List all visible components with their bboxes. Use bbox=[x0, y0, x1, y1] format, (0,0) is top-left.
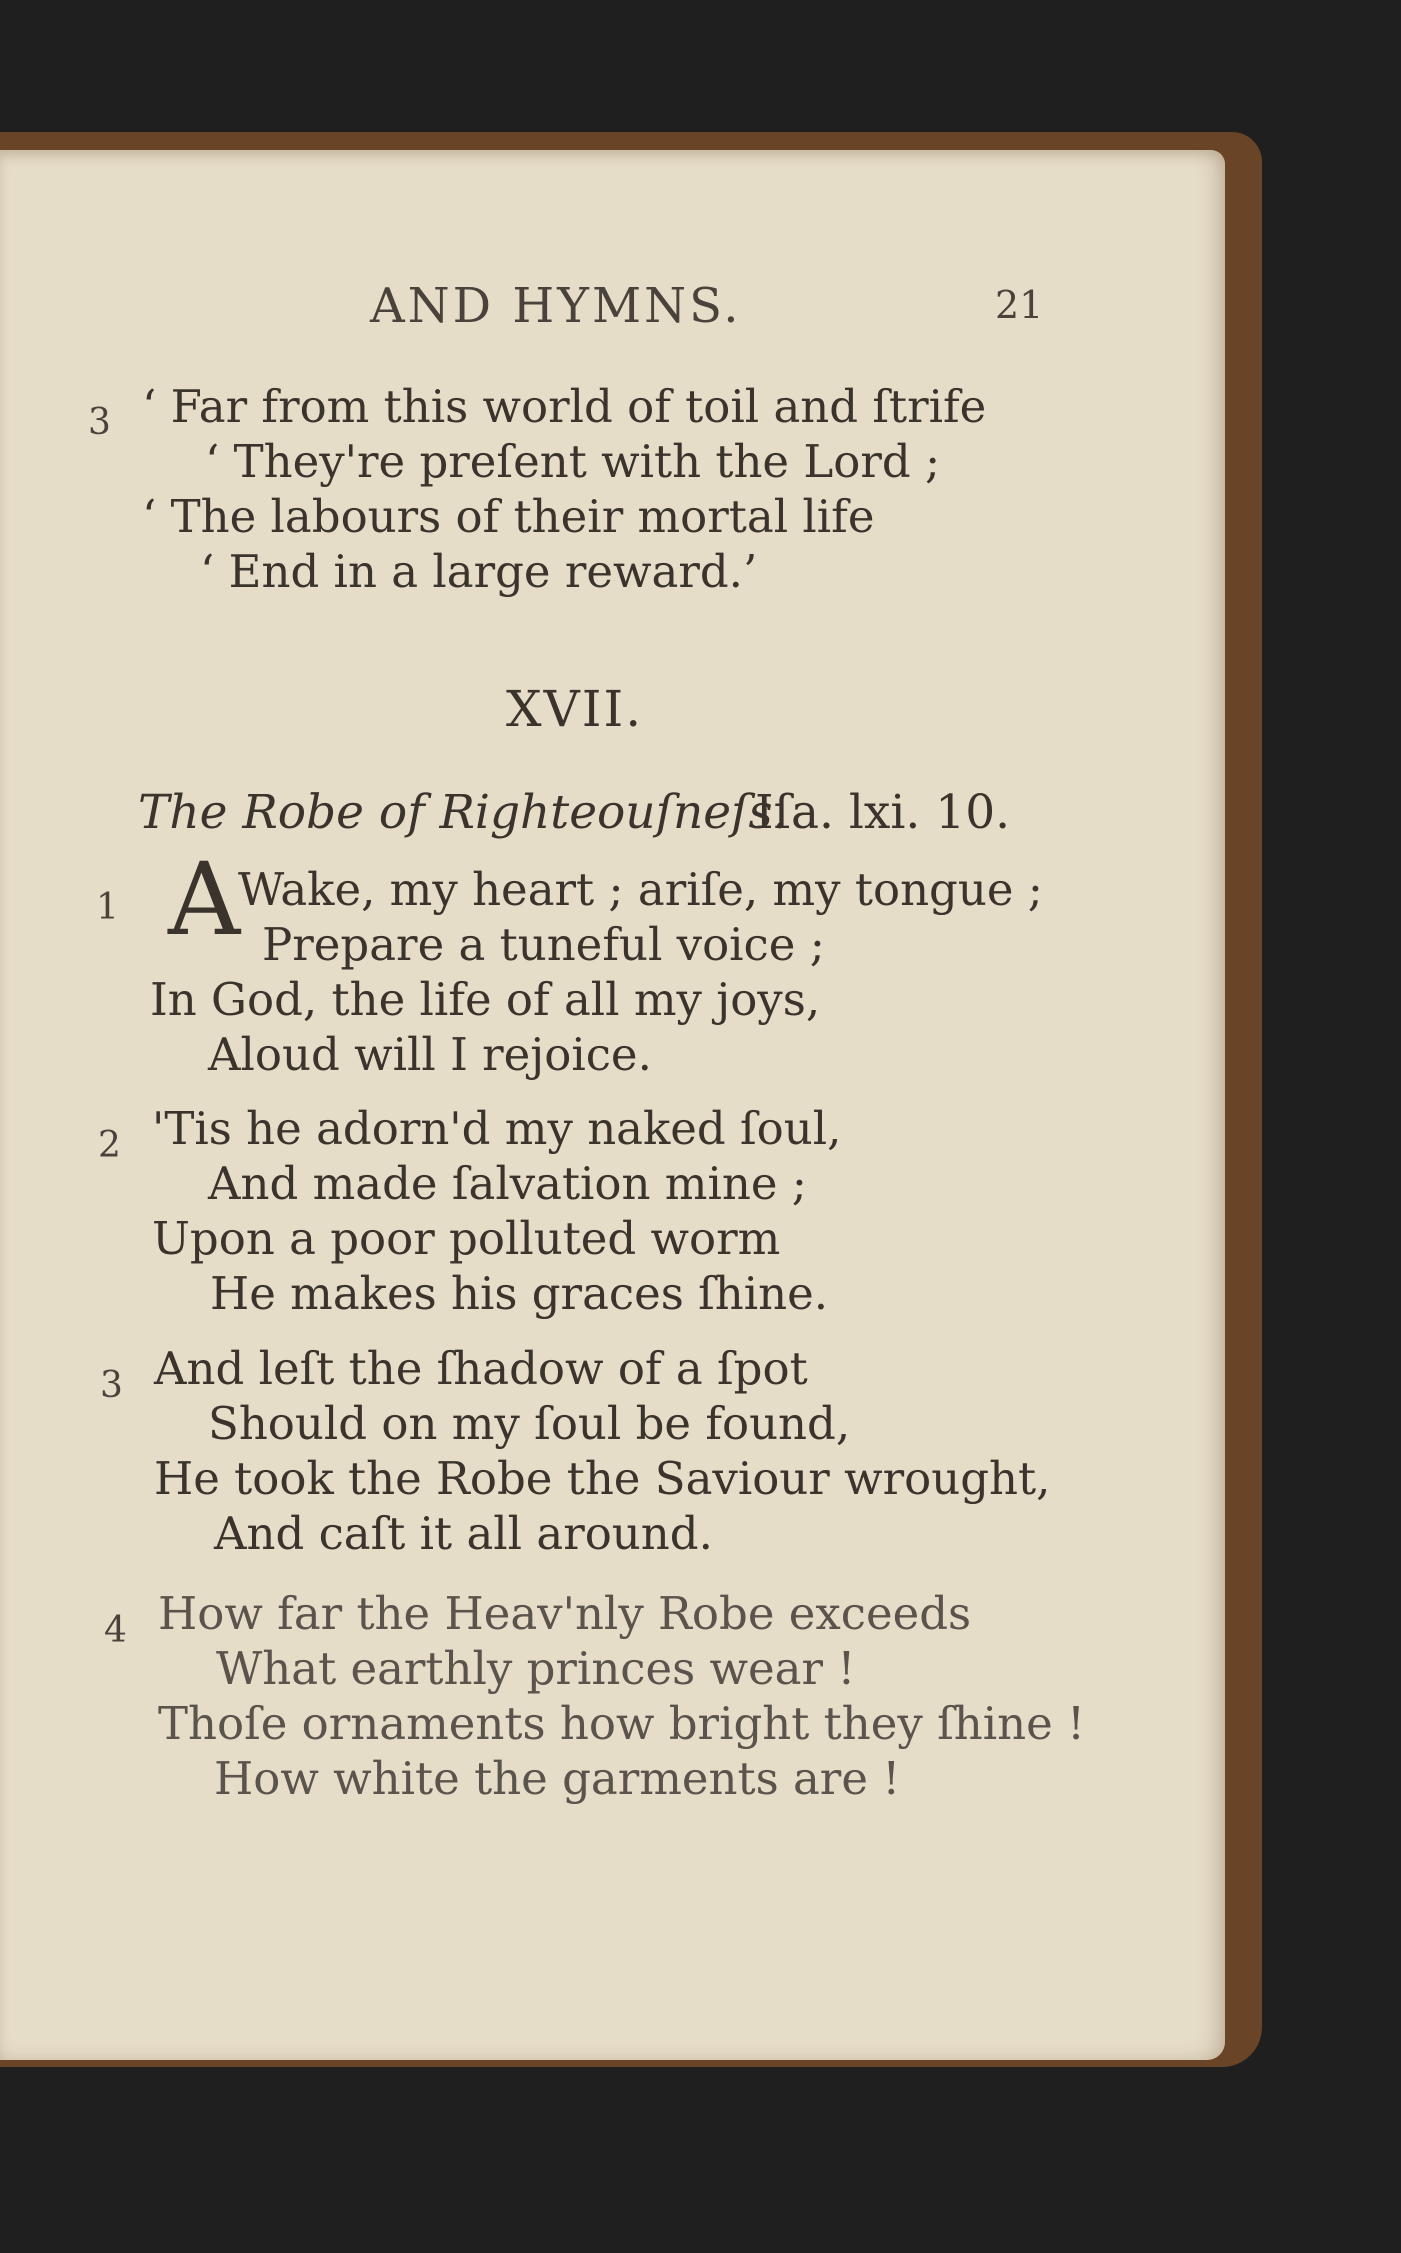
verse-line: Wake, my heart ; ariſe, my tongue ; bbox=[238, 863, 1043, 916]
hymn-title: The Robe of Righteouſneſs. bbox=[138, 785, 788, 840]
hymn-number: XVII. bbox=[506, 680, 644, 738]
verse-number: 4 bbox=[104, 1610, 127, 1651]
previous-verse-number: 3 bbox=[88, 402, 111, 443]
drop-cap: A bbox=[168, 841, 241, 958]
verse-number: 2 bbox=[98, 1125, 121, 1166]
verse-number: 3 bbox=[100, 1365, 123, 1406]
book-page bbox=[0, 150, 1225, 2060]
previous-verse-line: ‘ They're preſent with the Lord ; bbox=[205, 435, 941, 488]
verse-line: He took the Robe the Saviour wrought, bbox=[154, 1452, 1051, 1505]
verse-line: Thoſe ornaments how bright they ſhine ! bbox=[158, 1697, 1086, 1750]
verse-line: In God, the life of all my joys, bbox=[150, 973, 821, 1026]
running-head: AND HYMNS. bbox=[370, 278, 742, 334]
scripture-reference: Iſa. lxi. 10. bbox=[755, 785, 1011, 840]
verse-line: And caſt it all around. bbox=[214, 1507, 713, 1560]
verse-line: What earthly princes wear ! bbox=[216, 1642, 856, 1695]
verse-line: Upon a poor polluted worm bbox=[152, 1212, 781, 1265]
verse-line: 'Tis he adorn'd my naked ſoul, bbox=[152, 1102, 842, 1155]
previous-verse-line: ‘ The labours of their mortal life bbox=[142, 490, 875, 543]
previous-verse-line: ‘ Far from this world of toil and ſtrife bbox=[142, 380, 987, 433]
verse-line: And leſt the ſhadow of a ſpot bbox=[154, 1342, 808, 1395]
previous-verse-line: ‘ End in a large reward.’ bbox=[200, 545, 758, 598]
verse-line: How white the garments are ! bbox=[214, 1752, 901, 1805]
page-number: 21 bbox=[995, 283, 1044, 327]
verse-line: Should on my ſoul be found, bbox=[208, 1397, 851, 1450]
verse-number: 1 bbox=[96, 887, 119, 928]
verse-line: How far the Heav'nly Robe exceeds bbox=[158, 1587, 972, 1640]
verse-line: And made ſalvation mine ; bbox=[208, 1157, 807, 1210]
verse-line: Prepare a tuneful voice ; bbox=[262, 918, 825, 971]
verse-line: He makes his graces ſhine. bbox=[210, 1267, 829, 1320]
verse-line: Aloud will I rejoice. bbox=[208, 1028, 652, 1081]
